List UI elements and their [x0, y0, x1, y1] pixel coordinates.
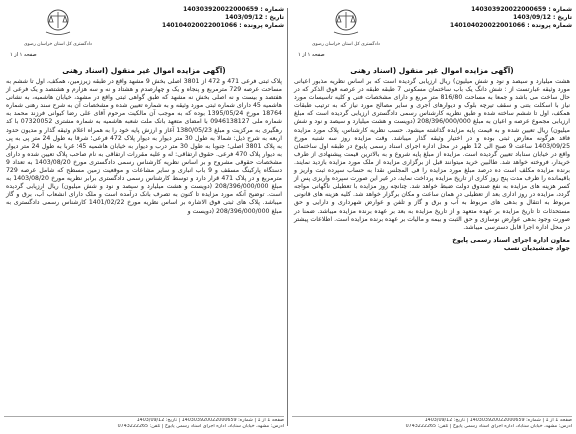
- footer-line: صفحه 1 از 1 | شماره: 140303920022000659 | تاریخ: 1403/09/12: [136, 418, 284, 423]
- emblem-caption: دادگستری کل استان خراسان رضوی: [24, 42, 92, 47]
- footer-line: صفحه 1 از 1 | شماره: 140303920022000659 | تاریخ: 1403/09/12: [424, 418, 572, 423]
- page-number: صفحه ۱ از ۱: [298, 52, 325, 58]
- notice-footer: [292, 416, 572, 430]
- emblem-icon: [38, 6, 78, 38]
- notice-header: [292, 6, 572, 66]
- letter-number: شماره : 140303920022000659: [183, 6, 284, 13]
- judiciary-emblem: [296, 6, 396, 48]
- page-number: صفحه ۱ از ۱: [10, 52, 37, 58]
- file-number: شماره پرونده : 140104020022001066: [162, 22, 284, 29]
- signer-title: معاون اداره اجرای اسناد رسمی پایوخ: [452, 235, 570, 244]
- notice-page-left: [4, 6, 284, 430]
- emblem-icon: [326, 6, 366, 38]
- notice-header: [4, 6, 284, 66]
- notice-title: (آگهی مزایده اموال غیر منقول (اسناد رهنی: [350, 66, 514, 75]
- signer-name: جواد جمشیدیان نسب: [503, 244, 570, 253]
- letter-number: شماره : 140303920022000659: [471, 6, 572, 13]
- emblem-caption: دادگستری کل استان خراسان رضوی: [312, 42, 380, 47]
- letter-date: تاریخ : 1403/09/12: [513, 14, 572, 21]
- notice-meta: [402, 6, 572, 30]
- footer-line: آدرس: مشهد، خیابان سناباد، اداره اجرای اسناد رسمی پایوخ | تلفن: 0743222265: [117, 424, 284, 429]
- notice-footer: [4, 416, 284, 430]
- footer-line: آدرس: مشهد، خیابان سناباد، اداره اجرای اسناد رسمی پایوخ | تلفن: 0743222265: [405, 424, 572, 429]
- letter-date: تاریخ : 1403/09/12: [225, 14, 284, 21]
- judiciary-emblem: [8, 6, 108, 48]
- notice-body: پلاک ثبتی فرعی 471 و 472 از 3801 اصلی بخش 9 مشهد واقع در طبقه زیرزمین، همکف، اول تا ششم به مساحت عرصه 729 مترمربع و پنجاه و یک و چهارصدم و هشتاد و نه و سه هزارم و هشتصد و یک فرعی از هفتصد و بیست و نه اصلی بخش نه مشهد که طبق گواهی ثبتی واقع در مشهد، خیابان هاشمیه، به نشانی هاشمیه 45 دارای شماره ثبتی مورد وثیقه و به شماره تعیین شده و مشخصات آن به شرح سند رهنی شماره 18764 مورخ 1395/05/24 بوده که به موجب آن مالکیت مرحوم آقای علی رضا کیوانی فرزند محمد به شماره ملی 0946138127 با امضای متعهد بانک ملت شعبه هاشمیه به شماره مشتری 07320052 با کد رهگیری به مرکزیت و مبلغ 1380/05/23 آغاز و ارزش پایه خود را به همراه اعلام وثیقه گذار و مدیون حدود اربعه به شرح ذیل: شمالا به طول 30 متر دیوار به دیوار پلاک 472 فرعی؛ شرقا به طول 24 متر پی به پی به پلاک 3801 اصلی؛ جنوبا به طول 30 متر درب و دیوار به خیابان هاشمیه 45؛ غربا به طول 24 متر دیوار به دیوار پلاک 470 فرعی. حقوق ارتفاقی: له و علیه مقررات ارتفاقی به نام صاحب پلاک تعیین شده و دارای مشخصات حقوقی مشروح و بر اساس نظریه کارشناس رسمی دادگستری مورخ 1403/08/20 به تعداد 9 دستگاه پارکینگ مسقف و 9 باب انباری و سایر مشاعات و موقعیت زمین مسطح که شامل عرصه 729 مترمربع و در پلاک 471 قرار دارد و توسط کارشناس رسمی دادگستری برابر نظریه مورخ 1403/08/20 به مبلغ 208/396/000/000 (دویست و هشت میلیارد و سیصد و نود و شش میلیون) ریال ارزیابی گردیده است. توضیح آنکه مورد مزایده تا کنون به تصرف بانک درآمده است و ملک دارای انشعاب آب، برق و گاز میباشد. پلاک های ثبتی فوق الاشاره بر اساس نظریه مورخ 1401/02/22 کارشناس رسمی دادگستری به مبلغ 208/396/000/000 (دویست و: [6, 78, 283, 215]
- file-number: شماره پرونده : 140104020022001066: [450, 22, 572, 29]
- notice-meta: [114, 6, 284, 30]
- notice-title: (آگهی مزایده اموال غیر منقول (اسناد رهنی: [62, 66, 226, 75]
- notice-page-right: [292, 6, 572, 430]
- column-divider: [287, 8, 288, 426]
- notice-body: هشت میلیارد و سیصد و نود و شش میلیون) ریال ارزیابی گردیده است که بر اساس نظریه مذبور اعیانی مورد وثیقه عبارتست از : شش دانگ یک باب ساختمان مسکونی 7 طبقه طبقه در عرصه فوق الذکر که در حال ساخت می باشد و جمعا به مساحت 816/80 متر مربع و دارای مشخصات فنی و کلیه تاسیسات مورد نیاز با اسکلت بتنی و سقف تیرچه بلوک و دیوارهای آجری و سایر مصالح مورد نیاز که به ترتیب طبقات همکف، اول تا ششم ساخته شده و طبق نظریه کارشناس رسمی دادگستری ارزیابی گردیده است که مبلغ ارزیابی مجموع عرصه و اعیان به مبلغ 208/396/000/000 (دویست و هشت میلیارد و سیصد و نود و شش میلیون) ریال تعیین شده و به قیمت پایه مزایده گذاشته میشود. حسب نظریه کارشناس، پلاک مورد مزایده فاقد هرگونه معارض ثبتی بوده و در اختیار وثیقه گذار میباشد. وقت مزایده روز سه شنبه مورخ 1403/09/25 ساعت 9 صبح الی 12 ظهر در محل اداره اجرای اسناد رسمی پایوخ در طبقه اول ساختمان واقع در خیابان سناباد تعیین گردیده است. مزایده از مبلغ پایه شروع و به بالاترین قیمت پیشنهادی از طرف خریدار، فروخته خواهد شد. طالبین خرید میتوانند قبل از برگزاری مزایده از ملک مورد مزایده بازدید نمایند. برنده مزایده مکلف است ده درصد مبلغ مورد مزایده را فی المجلس نقدا به حساب سپرده ثبت واریز و باقیمانده را ظرف مدت پنج روز کاری از تاریخ مزایده پرداخت نماید، در غیر این صورت سپرده واریزی پس از کسر هزینه های مزایده به نفع صندوق دولت ضبط خواهد شد. چنانچه روز مزایده با تعطیلی ناگهانی مواجه گردد، مزایده در روز اداری بعد از تعطیلی در همان ساعت و مکان برگزار خواهد شد. کلیه هزینه های قانونی مربوط به انتقال و بدهی های مربوط به آب و برق و گاز و تلفن و عوارض شهرداری و دارایی و حق مستحدثات تا تاریخ مزایده بر عهده متعهد و از تاریخ مزایده به بعد بر عهده برنده مزایده میباشد. ضمنا در صورت وجود بدهی عوارض نوسازی و حق الثبت و بیمه و مالیات بر عهده برنده مزایده است. اطلاعات پیشتر در محل اداره اجرا قابل دسترسی میباشد.: [293, 78, 571, 231]
- signature-block: [292, 236, 572, 253]
